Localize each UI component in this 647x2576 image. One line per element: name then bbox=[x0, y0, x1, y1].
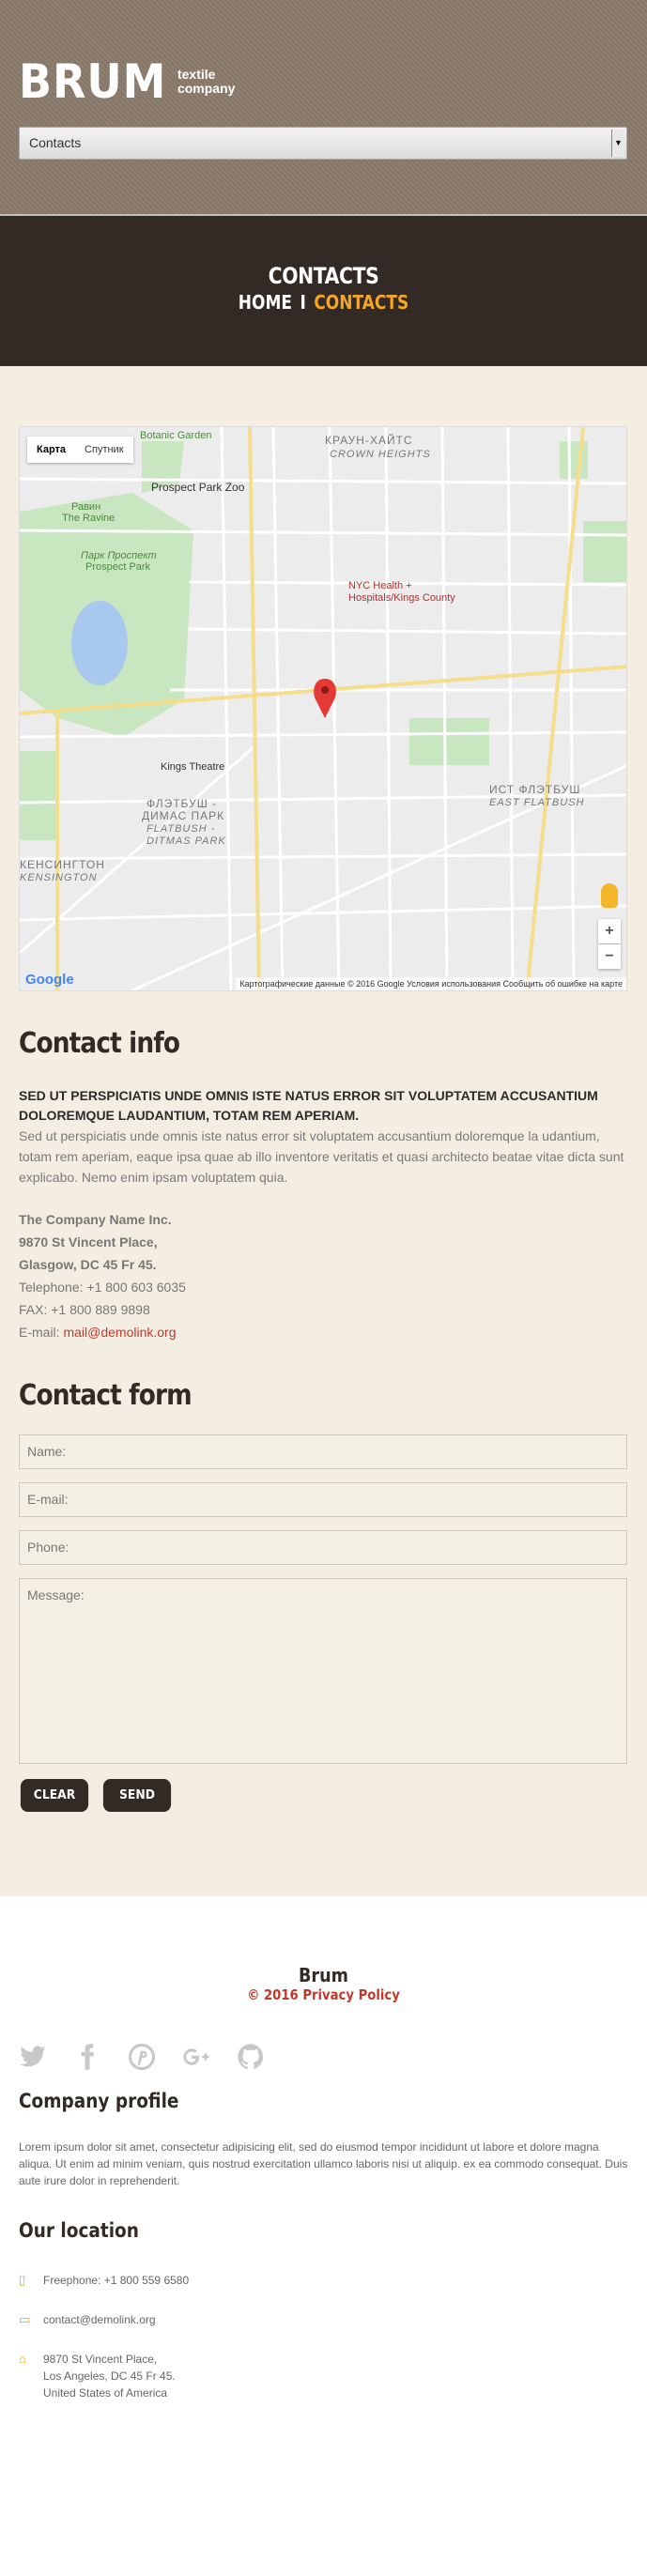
map-label-kensington-en: KENSINGTON bbox=[20, 872, 98, 883]
map-label-flatbush-2: ДИМАС ПАРК bbox=[142, 809, 225, 822]
map-label-crown-heights: КРАУН-ХАЙТС bbox=[325, 434, 413, 447]
map-label-crown-heights-en: CROWN HEIGHTS bbox=[330, 449, 431, 460]
map-canvas[interactable] bbox=[20, 427, 627, 991]
company-street: 9870 St Vincent Place, bbox=[19, 1234, 158, 1250]
contact-address bbox=[19, 1208, 628, 1343]
telephone: Telephone: +1 800 603 6035 bbox=[19, 1280, 186, 1295]
footer-email[interactable]: contact@demolink.org bbox=[43, 2313, 156, 2326]
logo-text: BRUM bbox=[19, 54, 167, 109]
monitor-icon: ▭ bbox=[19, 2312, 31, 2326]
chevron-down-icon[interactable]: ▼ bbox=[611, 130, 624, 157]
message-field[interactable]: Message: bbox=[19, 1578, 627, 1764]
logo[interactable] bbox=[19, 54, 235, 109]
map-label-flatbush-en-2: DITMAS PARK bbox=[146, 836, 226, 847]
email-link[interactable]: mail@demolink.org bbox=[63, 1325, 177, 1340]
map-attribution[interactable]: Картографические данные © 2016 Google Условия использования Сообщить об ошибке на карте bbox=[236, 977, 626, 990]
freephone-row bbox=[19, 2272, 628, 2289]
map-type-switch bbox=[27, 437, 133, 463]
map-type-satellite[interactable]: Спутник bbox=[85, 444, 124, 455]
main-content bbox=[0, 366, 647, 1896]
footer-copyright[interactable]: © 2016 Privacy Policy bbox=[247, 1986, 400, 2003]
header bbox=[0, 0, 647, 216]
company-profile-text: Lorem ipsum dolor sit amet, consectetur adipisicing elit, sed do eiusmod tempor incididunt ut labore et dolore magna aliqua. Ut enim ad minim veniam, quis nostrud exercitation ullamco laboris nisi ut aliquip. ex ea commodo consequat. Duis aute irure dolor in reprehenderit. bbox=[19, 2140, 628, 2187]
map-label-nyc-health: NYC Health + bbox=[348, 580, 412, 591]
company-profile-heading: Company profile bbox=[19, 2090, 179, 2112]
github-icon[interactable] bbox=[237, 2043, 265, 2071]
breadcrumb-separator: I bbox=[300, 291, 306, 314]
phone-icon: ▯ bbox=[19, 2273, 26, 2287]
email-row bbox=[19, 2311, 628, 2328]
contact-info-lead: SED UT PERSPICIATIS UNDE OMNIS ISTE NATUS ERROR SIT VOLUPTATEM ACCUSANTIUM DOLOREMQUE LAUDANTIUM, TOTAM REM APERIAM. bbox=[19, 1088, 598, 1123]
our-location-heading: Our location bbox=[19, 2219, 139, 2242]
clear-button[interactable]: CLEAR bbox=[21, 1779, 88, 1812]
map-label-flatbush: ФЛЭТБУШ - bbox=[146, 797, 218, 810]
breadcrumb bbox=[49, 291, 599, 314]
map-label-ravine-en: The Ravine bbox=[62, 513, 116, 524]
map-label-botanic: Botanic Garden bbox=[140, 430, 212, 441]
nav-select[interactable] bbox=[19, 127, 627, 160]
logo-tagline bbox=[177, 68, 235, 96]
map-label-east-flatbush-en: EAST FLATBUSH bbox=[489, 797, 585, 808]
footer bbox=[0, 1964, 647, 2401]
footer-brand[interactable]: Brum bbox=[299, 1964, 348, 1986]
page-title-band bbox=[0, 216, 647, 366]
map-label-ravine: Равин bbox=[71, 501, 101, 513]
email-label: E-mail: bbox=[19, 1325, 64, 1340]
nav-select-value: Contacts bbox=[29, 135, 82, 150]
form-buttons bbox=[19, 1779, 628, 1812]
phone-field[interactable]: Phone: bbox=[19, 1530, 627, 1565]
map-label-zoo: Prospect Park Zoo bbox=[151, 481, 245, 494]
name-field[interactable]: Name: bbox=[19, 1434, 627, 1469]
footer-address bbox=[43, 2351, 176, 2401]
breadcrumb-current: CONTACTS bbox=[314, 291, 409, 314]
send-button[interactable]: SEND bbox=[103, 1779, 171, 1812]
footer-address-1: 9870 St Vincent Place, bbox=[43, 2353, 158, 2366]
facebook-icon[interactable] bbox=[73, 2043, 101, 2071]
map-label-kensington: КЕНСИНГТОН bbox=[20, 858, 105, 871]
pinterest-icon[interactable] bbox=[128, 2043, 156, 2071]
map-label-hospital: Hospitals/Kings County bbox=[348, 592, 455, 604]
map-label-kings-theatre: Kings Theatre bbox=[161, 761, 225, 773]
logo-tagline-2: company bbox=[177, 81, 236, 96]
pegman-icon[interactable] bbox=[601, 883, 618, 908]
google-logo[interactable]: Google bbox=[25, 972, 74, 988]
logo-tagline-1: textile bbox=[177, 67, 216, 82]
map-label-park-en: Prospect Park bbox=[85, 561, 151, 573]
footer-address-2: Los Angeles, DC 45 Fr 45. bbox=[43, 2369, 176, 2383]
footer-address-3: United States of America bbox=[43, 2386, 168, 2400]
twitter-icon[interactable] bbox=[19, 2043, 47, 2071]
email-field[interactable]: E-mail: bbox=[19, 1482, 627, 1517]
breadcrumb-home[interactable]: HOME bbox=[238, 291, 292, 314]
contact-info-body: Sed ut perspiciatis unde omnis iste natus error sit voluptatem accusantium doloremque la udantium, totam rem aperiam, eaque ipsa quae ab illo inventore veritatis et quasi architecto beatae vitae dicta sunt explicabo. Nemo enim ipsam voluptatem quia. bbox=[19, 1128, 624, 1185]
contact-form-heading: Contact form bbox=[19, 1379, 192, 1412]
map-label-east-flatbush: ИСТ ФЛЭТБУШ bbox=[489, 783, 581, 796]
company-name: The Company Name Inc. bbox=[19, 1212, 172, 1227]
company-city: Glasgow, DC 45 Fr 45. bbox=[19, 1257, 157, 1272]
map[interactable] bbox=[19, 426, 627, 991]
map-label-flatbush-en: FLATBUSH - bbox=[146, 823, 216, 835]
map-label-park: Парк Проспект bbox=[81, 550, 157, 561]
address-row bbox=[19, 2351, 628, 2401]
home-icon: ⌂ bbox=[19, 2352, 26, 2366]
page-title: CONTACTS bbox=[268, 263, 379, 289]
zoom-in-button[interactable]: + bbox=[598, 919, 621, 943]
contact-info-heading: Contact info bbox=[19, 1027, 180, 1060]
fax: FAX: +1 800 889 9898 bbox=[19, 1302, 150, 1317]
map-type-map[interactable]: Карта bbox=[37, 444, 67, 455]
zoom-out-button[interactable]: − bbox=[598, 944, 621, 969]
social-links bbox=[19, 2043, 628, 2071]
google-plus-icon[interactable] bbox=[182, 2043, 210, 2071]
freephone-text[interactable]: Freephone: +1 800 559 6580 bbox=[43, 2274, 190, 2287]
